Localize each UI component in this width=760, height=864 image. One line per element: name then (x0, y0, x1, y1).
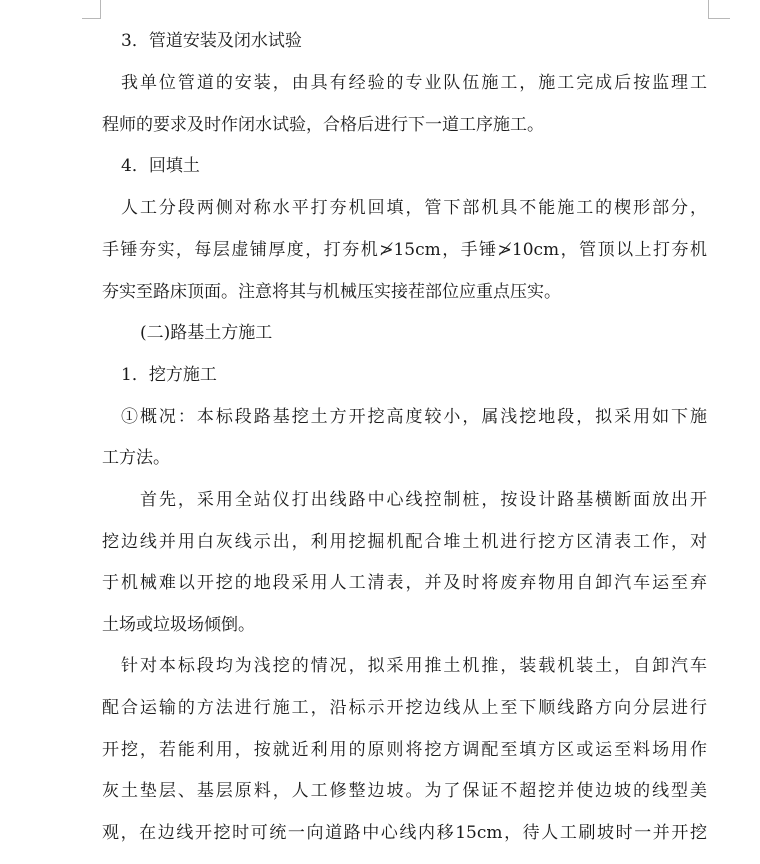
paragraph-line: 灰土垫层、基层原料，人工修整边坡。为了保证不超挖并使边坡的线型美 (102, 781, 707, 801)
paragraph-line: 人工分段两侧对称水平打夯机回填，管下部机具不能施工的楔形部分， (121, 198, 707, 218)
paragraph-line: 于机械难以开挖的地段采用人工清表，并及时将废弃物用自卸汽车运至弃 (102, 573, 707, 593)
paragraph-line: 工方法。 (102, 448, 170, 468)
paragraph-line: 程师的要求及时作闭水试验，合格后进行下一道工序施工。 (102, 115, 544, 135)
paragraph-line: 开挖，若能利用，按就近利用的原则将挖方调配至填方区或运至料场用作 (102, 740, 707, 760)
section-heading-pipe-install: 3．管道安装及闭水试验 (121, 31, 302, 51)
section-heading-subgrade-earthwork: (二)路基土方施工 (140, 323, 273, 343)
paragraph-line: 针对本标段均为浅挖的情况，拟采用推土机推，装载机装土，自卸汽车 (121, 656, 707, 676)
paragraph-line: ①概况：本标段路基挖土方开挖高度较小，属浅挖地段，拟采用如下施 (121, 407, 707, 427)
paragraph-line: 配合运输的方法进行施工，沿标示开挖边线从上至下顺线路方向分层进行 (102, 698, 707, 718)
paragraph-line: 首先，采用全站仪打出线路中心线控制桩，按设计路基横断面放出开 (140, 490, 707, 510)
section-heading-excavation: 1．挖方施工 (121, 365, 217, 385)
paragraph-line: 挖边线并用白灰线示出，利用挖掘机配合堆土机进行挖方区清表工作，对 (102, 532, 707, 552)
crop-mark-top-right (708, 0, 709, 18)
crop-mark-top-left (100, 0, 101, 18)
section-heading-backfill: 4．回填土 (121, 156, 200, 176)
paragraph-line: 夯实至路床顶面。注意将其与机械压实接茬部位应重点压实。 (102, 282, 561, 302)
crop-mark-top-right (708, 18, 730, 19)
paragraph-line: 我单位管道的安装，由具有经验的专业队伍施工，施工完成后按监理工 (121, 73, 707, 93)
paragraph-line: 观，在边线开挖时可统一向道路中心线内移15cm，待人工刷坡时一并开挖 (102, 823, 707, 843)
paragraph-line: 手锤夯实，每层虚铺厚度，打夯机≯15cm，手锤≯10cm，管顶以上打夯机 (102, 240, 707, 260)
crop-mark-top-left (82, 18, 101, 19)
paragraph-line: 土场或垃圾场倾倒。 (102, 615, 255, 635)
